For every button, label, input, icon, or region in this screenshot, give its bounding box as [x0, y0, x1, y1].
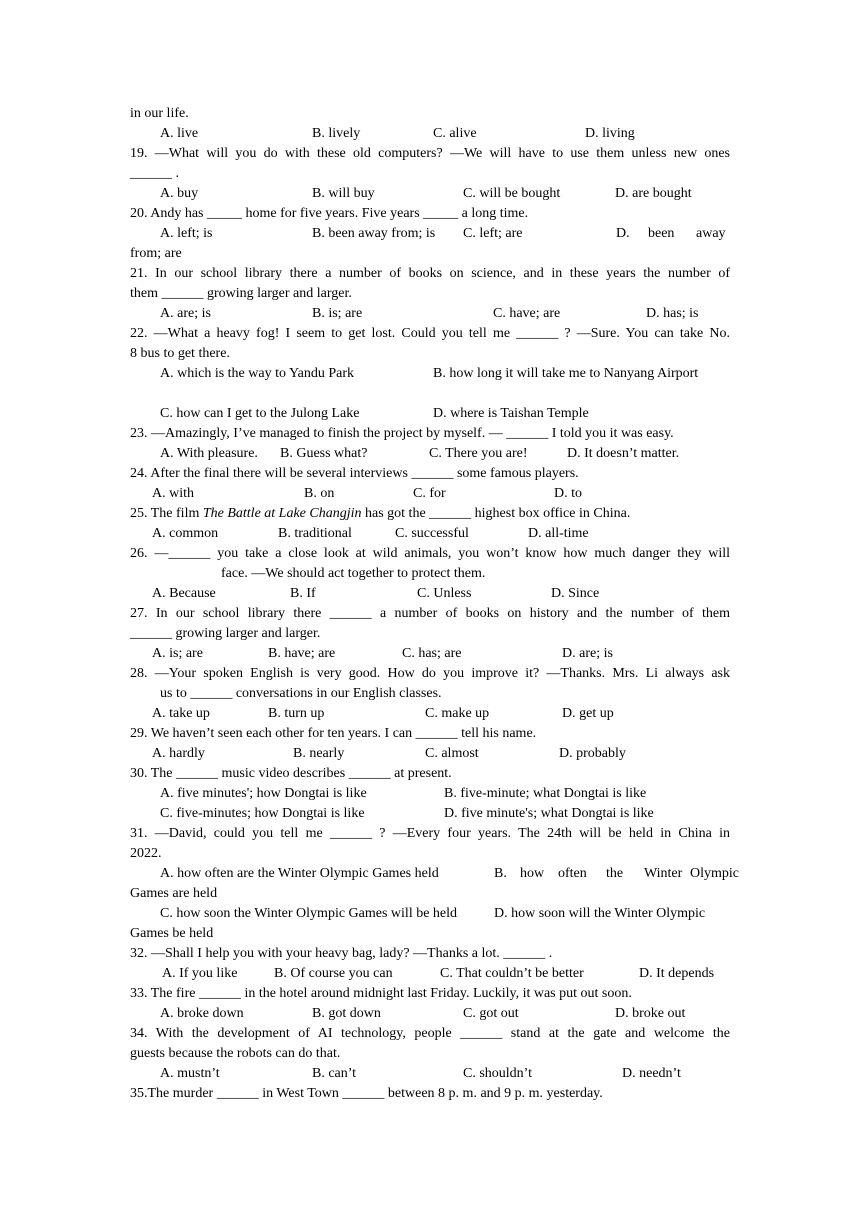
question-25-stem [130, 504, 630, 524]
question-27-stem: 27. In our school library there ______ a number of books on history and the number of them [130, 606, 730, 621]
q27-option-b: B. have; are [268, 646, 336, 661]
q32-option-b: B. Of course you can [274, 966, 393, 981]
q22-option-a: A. which is the way to Yandu Park [160, 366, 355, 381]
q33-option-d: D. broke out [615, 1006, 686, 1021]
question-24-stem: 24. After the final there will be several interviews ______ some famous players. [130, 466, 579, 481]
question-30-stem: 30. The ______ music video describes ______ at present. [130, 766, 452, 781]
q18-option-a: A. live [160, 126, 199, 141]
q22-option-b: B. how long it will take me to Nanyang Airport [433, 366, 699, 381]
q23-option-b: B. Guess what? [280, 446, 368, 461]
q23-option-c: C. There you are! [429, 446, 528, 461]
q26-option-b: B. If [290, 586, 316, 601]
q30-option-d: D. five minute's; what Dongtai is like [444, 806, 654, 821]
q21-option-b: B. is; are [312, 306, 363, 321]
q31-option-b-word-4: Winter [644, 866, 683, 881]
q25-option-d: D. all-time [528, 526, 589, 541]
q28-option-b: B. turn up [268, 706, 325, 721]
q28-option-a: A. take up [152, 706, 210, 721]
q31-option-b-label: B. [494, 866, 507, 881]
q22-option-d: D. where is Taishan Temple [433, 406, 589, 421]
q24-option-b: B. on [304, 486, 335, 501]
question-31-stem-cont: 2022. [130, 846, 162, 861]
question-26-stem-cont: face. —We should act together to protect them. [221, 566, 486, 581]
q24-option-a: A. with [152, 486, 194, 501]
question-26-stem: 26. —______ you take a close look at wild animals, you won’t know how much danger they will [130, 546, 730, 561]
q20-option-d-word-2: away [696, 226, 726, 241]
question-19-stem-cont: ______ . [130, 166, 179, 181]
question-19-stem: 19. —What will you do with these old computers? —We will have to use them unless new ones [130, 146, 730, 161]
q26-option-a: A. Because [152, 586, 216, 601]
q33-option-c: C. got out [463, 1006, 519, 1021]
question-22-stem-cont: 8 bus to get there. [130, 346, 230, 361]
q32-option-a: A. If you like [162, 966, 238, 981]
q31-option-d-tail: Games be held [130, 926, 214, 941]
question-21-stem: 21. In our school library there a number of books on science, and in these years the number of [130, 266, 730, 281]
question-27-stem-cont: ______ growing larger and larger. [130, 626, 321, 641]
question-23-stem: 23. —Amazingly, I’ve managed to finish the project by myself. — ______ I told you it was easy. [130, 426, 674, 441]
q25-option-c: C. successful [395, 526, 469, 541]
q27-option-a: A. is; are [152, 646, 203, 661]
q23-option-d: D. It doesn’t matter. [567, 446, 680, 461]
q24-option-c: C. for [413, 486, 446, 501]
q20-option-c: C. left; are [463, 226, 523, 241]
question-35-stem: 35.The murder ______ in West Town ______ between 8 p. m. and 9 p. m. yesterday. [130, 1086, 603, 1101]
q20-option-d-word-1: been [648, 226, 675, 241]
q30-option-c: C. five-minutes; how Dongtai is like [160, 806, 365, 821]
q34-option-c: C. shouldn’t [463, 1066, 532, 1081]
q20-option-d-label: D. [616, 226, 630, 241]
q33-option-b: B. got down [312, 1006, 381, 1021]
q25-option-b: B. traditional [278, 526, 352, 541]
q34-option-d: D. needn’t [622, 1066, 681, 1081]
q21-option-c: C. have; are [493, 306, 561, 321]
q31-option-b-word-2: often [558, 866, 587, 881]
q28-option-d: D. get up [562, 706, 614, 721]
q31-option-b-tail: Games are held [130, 886, 218, 901]
q18-option-c: C. alive [433, 126, 477, 141]
q33-option-a: A. broke down [160, 1006, 244, 1021]
q19-option-a: A. buy [160, 186, 199, 201]
q18-option-b: B. lively [312, 126, 361, 141]
q22-option-c: C. how can I get to the Julong Lake [160, 406, 360, 421]
q25-film-title: The Battle at Lake Changjin [202, 506, 362, 521]
question-28-stem: 28. —Your spoken English is very good. How do you improve it? —Thanks. Mrs. Li always ask [130, 666, 730, 681]
q21-option-d: D. has; is [646, 306, 699, 321]
q32-option-d: D. It depends [639, 966, 715, 981]
question-21-stem-cont: them ______ growing larger and larger. [130, 286, 352, 301]
q30-option-b: B. five-minute; what Dongtai is like [444, 786, 647, 801]
question-34-stem: 34. With the development of AI technology, people ______ stand at the gate and welcome the [130, 1026, 730, 1041]
question-33-stem: 33. The fire ______ in the hotel around midnight last Friday. Luckily, it was put out soon. [130, 986, 632, 1001]
q23-option-a: A. With pleasure. [160, 446, 258, 461]
question-22-stem: 22. —What a heavy fog! I seem to get lost. Could you tell me ______ ? —Sure. You can take No. [130, 326, 730, 341]
q25-stem-pre: 25. The film [130, 506, 203, 521]
q30-option-a: A. five minutes'; how Dongtai is like [160, 786, 367, 801]
q26-option-d: D. Since [551, 586, 600, 601]
question-31-stem: 31. —David, could you tell me ______ ? —Every four years. The 24th will be held in China in [130, 826, 730, 841]
q31-option-d: D. how soon will the Winter Olympic [494, 906, 706, 921]
q19-option-d: D. are bought [615, 186, 692, 201]
q20-option-d-tail: from; are [130, 246, 182, 261]
q21-option-a: A. are; is [160, 306, 211, 321]
question-20-stem: 20. Andy has _____ home for five years. Five years _____ a long time. [130, 206, 529, 221]
q31-option-c: C. how soon the Winter Olympic Games will be held [160, 906, 458, 921]
q20-option-a: A. left; is [160, 226, 213, 241]
q20-option-b: B. been away from; is [312, 226, 436, 241]
q18-option-d: D. living [585, 126, 635, 141]
q32-option-c: C. That couldn’t be better [440, 966, 584, 981]
q29-option-a: A. hardly [152, 746, 205, 761]
q26-option-c: C. Unless [417, 586, 472, 601]
question-29-stem: 29. We haven’t seen each other for ten years. I can ______ tell his name. [130, 726, 537, 741]
q31-option-a: A. how often are the Winter Olympic Games held [160, 866, 439, 881]
q19-option-c: C. will be bought [463, 186, 561, 201]
question-18-stem-tail: in our life. [130, 106, 189, 121]
q34-option-b: B. can’t [312, 1066, 357, 1081]
q34-option-a: A. mustn’t [160, 1066, 220, 1081]
q27-option-c: C. has; are [402, 646, 462, 661]
q29-option-d: D. probably [559, 746, 626, 761]
q25-option-a: A. common [152, 526, 219, 541]
question-28-stem-cont: us to ______ conversations in our English classes. [160, 686, 442, 701]
question-32-stem: 32. —Shall I help you with your heavy bag, lady? —Thanks a lot. ______ . [130, 946, 553, 961]
q31-option-b-word-1: how [520, 866, 545, 881]
q25-stem-post: has got the ______ highest box office in China. [361, 506, 631, 521]
question-34-stem-cont: guests because the robots can do that. [130, 1046, 341, 1061]
q31-option-b-word-5: Olympic [690, 866, 739, 881]
q31-option-b-word-3: the [606, 866, 624, 881]
q19-option-b: B. will buy [312, 186, 375, 201]
q27-option-d: D. are; is [562, 646, 613, 661]
q29-option-b: B. nearly [293, 746, 345, 761]
q28-option-c: C. make up [425, 706, 490, 721]
q29-option-c: C. almost [425, 746, 479, 761]
q24-option-d: D. to [554, 486, 582, 501]
